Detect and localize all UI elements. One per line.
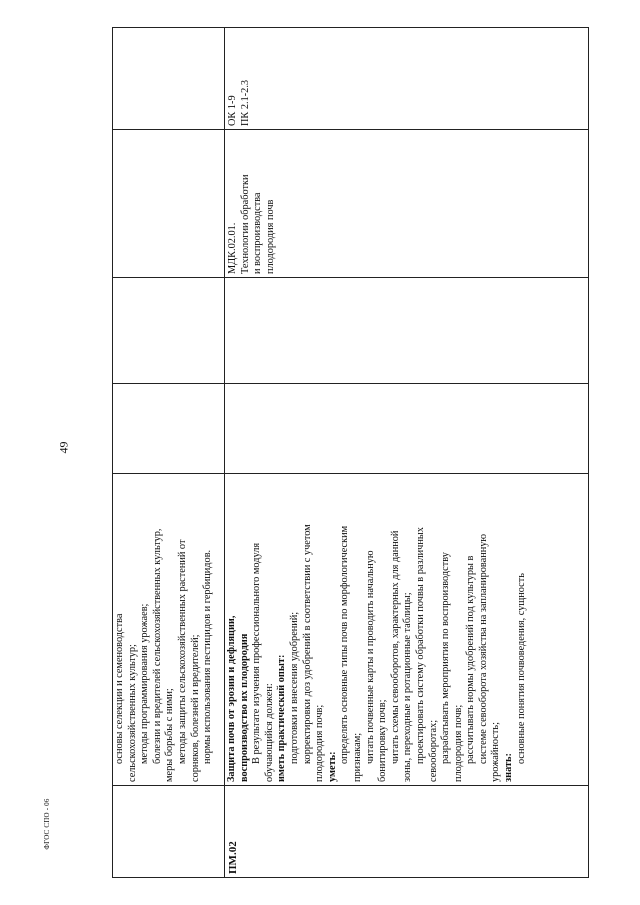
text-line: нормы использования пестицидов и гербицидов. <box>202 549 214 764</box>
text-line: основы селекции и семеноводства <box>114 613 125 764</box>
table-row <box>225 28 589 878</box>
empty-cell <box>113 278 225 384</box>
text-line: севооборотах; <box>427 719 439 782</box>
text-line: системе севооборота хозяйства на запланированную <box>477 533 489 764</box>
mdk-line: плодородия почв <box>264 199 276 274</box>
text-line: меры борьбы с ними; <box>164 688 176 782</box>
content-cell <box>113 474 225 786</box>
footer-stamp: ФГОС СПО - 06 <box>43 798 51 850</box>
mdk-cell <box>225 130 589 278</box>
text-line: проектировать систему обработки почвы в различных <box>414 527 426 764</box>
competence-cell <box>225 28 589 130</box>
mdk-text <box>225 130 279 277</box>
text-line: корректировки доз удобрений в соответствии с учетом <box>301 524 313 764</box>
mdk-line: МДК.02.01. <box>227 222 238 274</box>
competence-line: ОК 1-9 <box>227 95 238 126</box>
competence-text <box>225 28 254 129</box>
competency-table <box>112 27 589 878</box>
code-cell-empty <box>113 786 225 878</box>
content-text <box>113 474 216 785</box>
text-line: уметь: <box>326 751 338 782</box>
text-line: обучающийся должен: <box>263 683 275 782</box>
text-line: знать: <box>503 753 515 782</box>
mdk-cell-empty <box>113 130 225 278</box>
competence-cell-empty <box>113 28 225 130</box>
text-line: основные понятия почвоведения, сущность <box>515 573 527 764</box>
content-text <box>225 474 529 785</box>
text-line: подготовки и внесения удобрений; <box>288 611 300 764</box>
text-line: методы программирования урожаев; <box>139 603 151 764</box>
text-line: зоны, переходные и ротационные таблицы; <box>402 592 414 782</box>
text-line: бонитировку почв; <box>377 699 389 782</box>
text-line: Защита почв от эрозии и дефляции, <box>226 615 237 782</box>
text-line: болезни и вредителей сельскохозяйственных культур, <box>151 528 163 764</box>
text-line: разрабатывать мероприятия по воспроизводству <box>440 552 452 764</box>
competence-line: ПК 2.1-2.3 <box>239 79 251 126</box>
text-line: читать схемы севооборотов, характерных для данной <box>389 530 401 764</box>
text-line: методы защиты сельскохозяйственных растений от <box>176 539 188 764</box>
text-line: воспроизводство их плодородия <box>238 633 250 782</box>
mdk-line: Технологии обработки <box>239 174 251 274</box>
text-line: плодородия почв; <box>452 704 464 782</box>
text-line: читать почвенные карты и проводить начальную <box>364 550 376 764</box>
mdk-line: и воспроизводства <box>252 192 264 274</box>
table-row <box>113 28 225 878</box>
text-line: сельскохозяйственных культур; <box>126 644 138 782</box>
text-line: В результате изучения профессионального модуля <box>251 542 263 764</box>
text-line: иметь практический опыт: <box>276 654 288 782</box>
module-code-cell <box>225 786 589 878</box>
text-line: признакам; <box>351 732 363 782</box>
text-line: определять основные типы почв по морфологическим <box>339 525 351 764</box>
content-cell <box>225 474 589 786</box>
text-line: рассчитывать нормы удобрений под культуры в <box>465 555 477 764</box>
empty-cell <box>225 278 589 384</box>
module-code: ПМ.02 <box>227 841 239 874</box>
empty-cell <box>113 384 225 474</box>
rotated-table-sheet <box>112 28 588 878</box>
empty-cell <box>225 384 589 474</box>
text-line: урожайность; <box>490 722 502 782</box>
text-line: плодородия почв; <box>314 704 326 782</box>
text-line: сорняков, болезней и вредителей; <box>189 634 201 782</box>
page-number: 49 <box>56 441 71 454</box>
